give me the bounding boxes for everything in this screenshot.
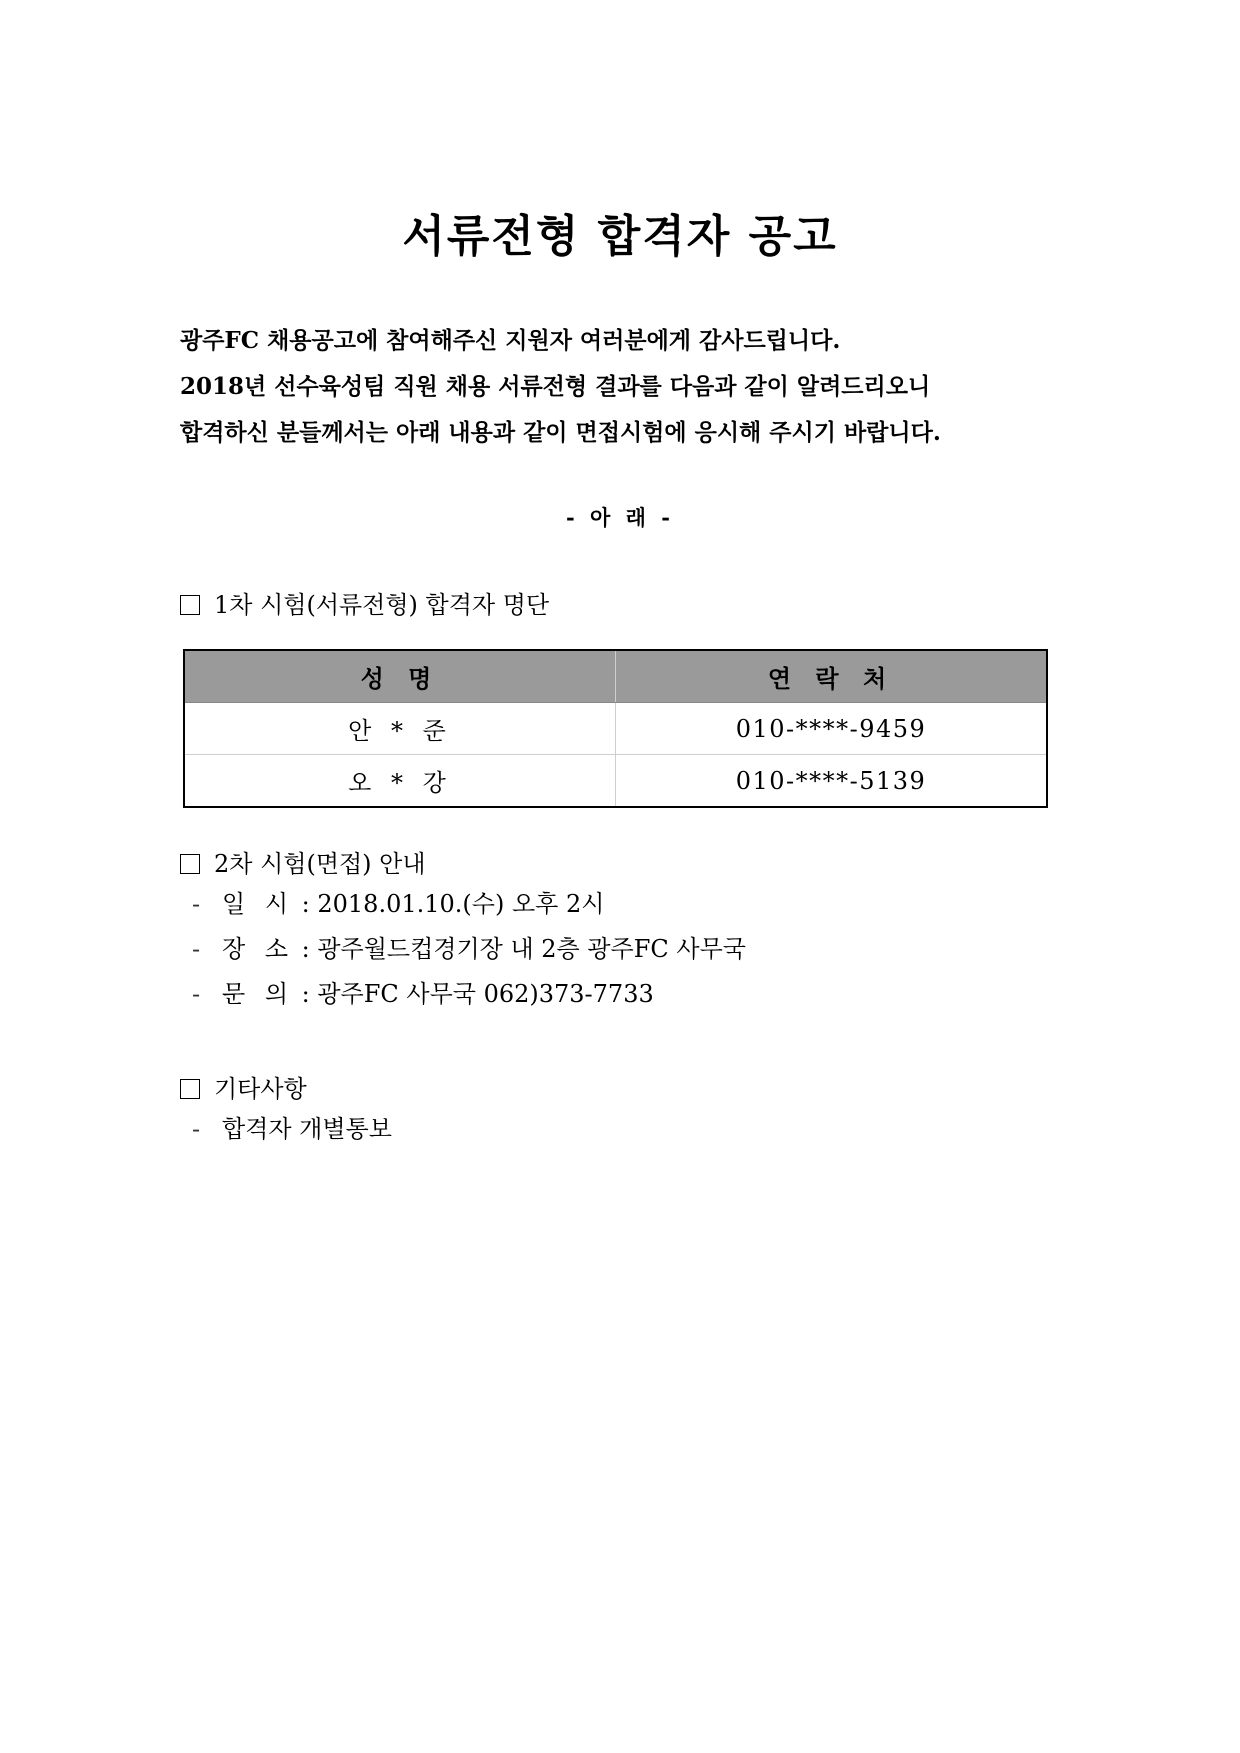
below-label: - 아 래 -	[566, 505, 674, 530]
list-item	[192, 972, 746, 1017]
item-label: 문 의	[222, 980, 294, 1008]
item-value: 광주월드컵경기장 내 2층 광주FC 사무국	[317, 935, 746, 963]
table-row	[184, 755, 1047, 808]
section1-heading	[180, 585, 549, 620]
table-header-row	[184, 650, 1047, 703]
square-bullet-icon	[180, 854, 200, 874]
page-title: 서류전형 합격자 공고	[402, 211, 838, 262]
misc-info-list	[192, 1107, 392, 1152]
item-separator: :	[301, 980, 310, 1008]
header-contact: 연 락 처	[616, 650, 1048, 703]
interview-info-list	[192, 882, 746, 1017]
dash-bullet: -	[192, 890, 201, 918]
square-bullet-icon	[180, 1079, 200, 1099]
header-name: 성 명	[184, 650, 616, 703]
row-name: 오 * 강	[184, 755, 616, 808]
item-separator: :	[301, 890, 310, 918]
list-item	[192, 1107, 392, 1152]
section3-heading	[180, 1069, 307, 1104]
item-value: 2018.01.10.(수) 오후 2시	[317, 890, 605, 918]
item-separator: :	[301, 935, 310, 963]
intro-line-2: 2018년 선수육성팀 직원 채용 서류전형 결과를 다음과 같이 알려드리오니	[180, 373, 931, 400]
item-label: 장 소	[222, 935, 294, 963]
list-item	[192, 882, 746, 927]
section1-heading-text: 1차 시험(서류전형) 합격자 명단	[214, 591, 550, 619]
intro-line-3: 합격하신 분들께서는 아래 내용과 같이 면접시험에 응시해 주시기 바랍니다.	[180, 419, 941, 446]
row-phone: 010-****-5139	[616, 755, 1048, 808]
row-phone: 010-****-9459	[616, 703, 1048, 755]
section2-heading	[180, 844, 426, 879]
square-bullet-icon	[180, 595, 200, 615]
list-item	[192, 927, 746, 972]
item-value: 광주FC 사무국 062)373-7733	[317, 980, 654, 1008]
intro-paragraph	[180, 318, 1080, 456]
dash-bullet: -	[192, 1115, 201, 1143]
dash-bullet: -	[192, 980, 201, 1008]
table-row	[184, 703, 1047, 755]
intro-line-1: 광주FC 채용공고에 참여해주신 지원자 여러분에게 감사드립니다.	[180, 327, 841, 354]
section3-heading-text: 기타사항	[214, 1075, 307, 1103]
dash-bullet: -	[192, 935, 201, 963]
item-label: 일 시	[222, 890, 294, 918]
row-name: 안 * 준	[184, 703, 616, 755]
item-value: 합격자 개별통보	[222, 1115, 392, 1143]
passers-table	[183, 649, 1048, 808]
section2-heading-text: 2차 시험(면접) 안내	[214, 850, 426, 878]
